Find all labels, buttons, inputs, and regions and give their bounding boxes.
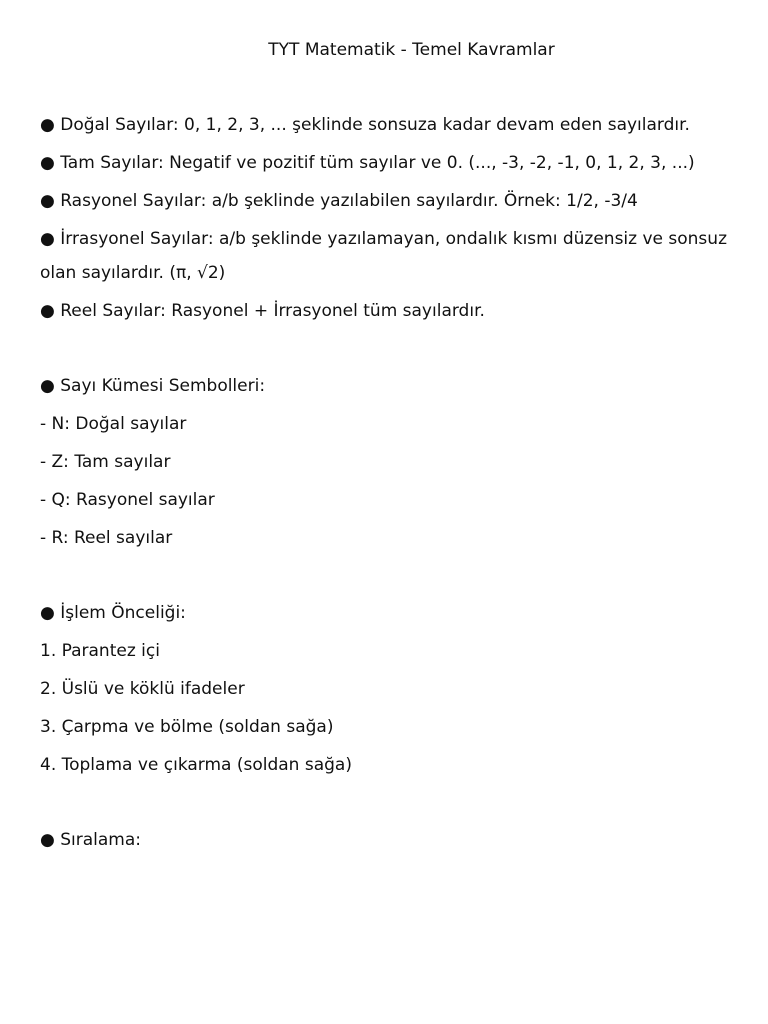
operation-step-2: 2. Üslü ve köklü ifadeler bbox=[40, 679, 245, 699]
symbol-item-z: - Z: Tam sayılar bbox=[40, 452, 171, 472]
document-page bbox=[40, 36, 727, 861]
document-title: TYT Matematik - Temel Kavramlar bbox=[268, 40, 555, 60]
symbol-item-n: - N: Doğal sayılar bbox=[40, 414, 187, 434]
operation-step-1: 1. Parantez içi bbox=[40, 641, 160, 661]
order-of-operations-heading: ● İşlem Önceliği: bbox=[40, 603, 186, 623]
section-spacer bbox=[40, 786, 727, 823]
section-spacer bbox=[40, 559, 727, 596]
natural-numbers-definition: ● Doğal Sayılar: 0, 1, 2, 3, ... şeklinde sonsuza kadar devam eden sayılardır. bbox=[40, 115, 690, 135]
operation-step-3: 3. Çarpma ve bölme (soldan sağa) bbox=[40, 717, 334, 737]
integers-definition: ● Tam Sayılar: Negatif ve pozitif tüm sayılar ve 0. (..., -3, -2, -1, 0, 1, 2, 3, ...) bbox=[40, 153, 695, 173]
symbol-item-r: - R: Reel sayılar bbox=[40, 528, 173, 548]
rational-numbers-definition: ● Rasyonel Sayılar: a/b şeklinde yazılabilen sayılardır. Örnek: 1/2, -3/4 bbox=[40, 191, 638, 211]
section-spacer bbox=[40, 332, 727, 369]
real-numbers-definition: ● Reel Sayılar: Rasyonel + İrrasyonel tüm sayılardır. bbox=[40, 301, 485, 321]
ordering-heading: ● Sıralama: bbox=[40, 830, 142, 850]
symbol-item-q: - Q: Rasyonel sayılar bbox=[40, 490, 215, 510]
symbols-heading: ● Sayı Kümesi Sembolleri: bbox=[40, 376, 266, 396]
operation-step-4: 4. Toplama ve çıkarma (soldan sağa) bbox=[40, 755, 352, 775]
irrational-numbers-definition: ● İrrasyonel Sayılar: a/b şeklinde yazılamayan, ondalık kısmı düzensiz ve sonsuz olan sayılardır. (π, √2) bbox=[40, 229, 727, 283]
